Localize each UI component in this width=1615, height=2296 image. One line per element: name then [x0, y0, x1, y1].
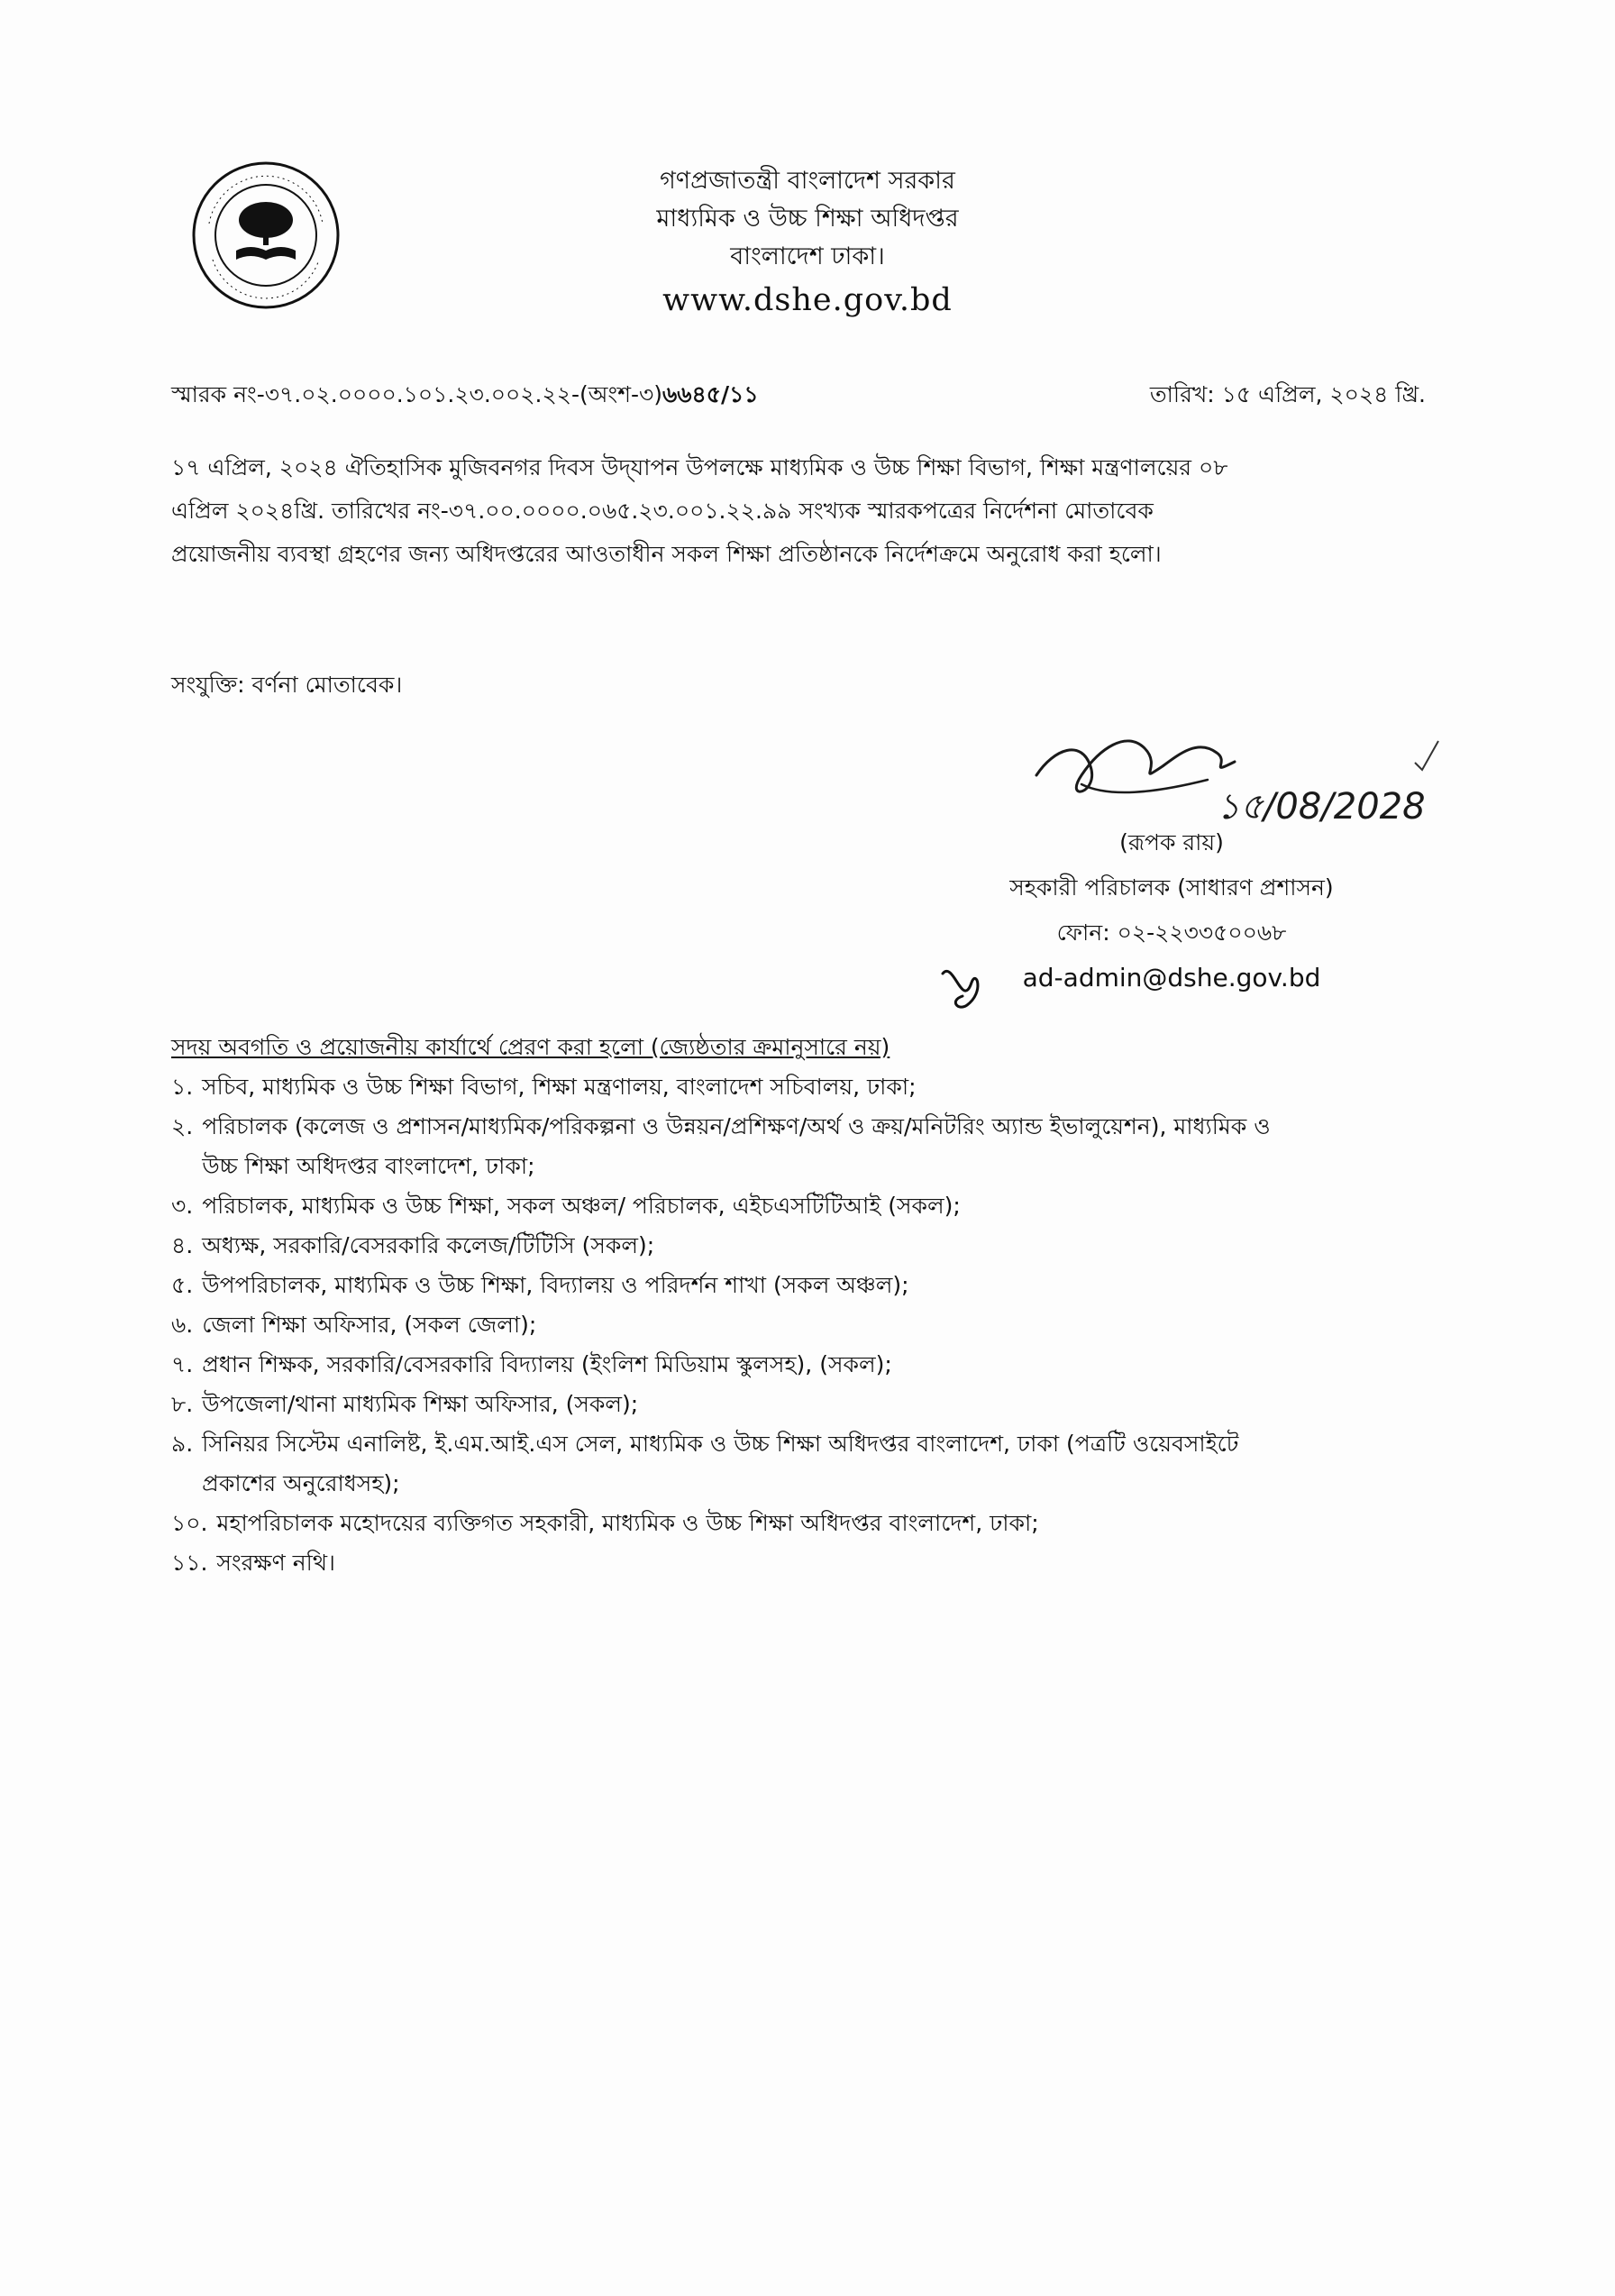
distribution-item-number: ৩.	[171, 1193, 194, 1219]
distribution-item	[171, 1543, 1451, 1583]
distribution-item-number: ৭.	[171, 1351, 194, 1377]
signatory-designation: সহকারী পরিচালক (সাধারণ প্রশাসন)	[1009, 874, 1334, 901]
memo-reference	[171, 377, 759, 416]
distribution-item	[171, 1424, 1451, 1504]
distribution-item-number: ২.	[171, 1113, 194, 1139]
signatory-name: (রূপক রায়)	[1119, 829, 1224, 855]
distribution-item-number: ৫.	[171, 1272, 194, 1298]
distribution-item-number: ৯.	[171, 1431, 194, 1457]
distribution-item-text	[202, 1226, 1451, 1266]
distribution-item	[171, 1504, 1451, 1543]
directorate-name: মাধ্যমিক ও উচ্চ শিক্ষা অধিদপ্তর	[656, 205, 959, 233]
distribution-item	[171, 1345, 1451, 1385]
distribution-item-line: মহাপরিচালক মহোদয়ের ব্যক্তিগত সহকারী, মাধ্যমিক ও উচ্চ শিক্ষা অধিদপ্তর বাংলাদেশ, ঢাকা;	[216, 1510, 1039, 1536]
distribution-item-text	[202, 1067, 1451, 1107]
govt-name: গণপ্রজাতন্ত্রী বাংলাদেশ সরকার	[660, 167, 955, 195]
distribution-item	[171, 1067, 1451, 1107]
distribution-item-line: সচিব, মাধ্যমিক ও উচ্চ শিক্ষা বিভাগ, শিক্ষা মন্ত্রণালয়, বাংলাদেশ সচিবালয়, ঢাকা;	[202, 1074, 917, 1100]
distribution-item	[171, 1107, 1451, 1186]
distribution-list	[171, 1028, 1451, 1583]
memo-ref-prefix: স্মারক নং-৩৭.০২.০০০০.১০১.২৩.০০২.২২-(অংশ-৩)	[171, 381, 663, 407]
distribution-item	[171, 1266, 1451, 1305]
distribution-item-number: ১১.	[171, 1550, 208, 1576]
attachment-note: সংযুক্তি: বর্ণনা মোতাবেক।	[171, 672, 403, 698]
memo-ref-number: ৬৬৪৫/১১	[662, 381, 759, 407]
letterhead	[505, 162, 1110, 321]
dshe-seal-logo	[191, 160, 341, 310]
distribution-item-number: ১০.	[171, 1510, 208, 1536]
distribution-item-line: পরিচালক (কলেজ ও প্রশাসন/মাধ্যমিক/পরিকল্পনা ও উন্নয়ন/প্রশিক্ষণ/অর্থ ও ক্রয়/মনিটরিং অ্যান্ড ইভালুয়েশন), মাধ্যমিক ও	[202, 1113, 1271, 1139]
distribution-item-line: প্রকাশের অনুরোধসহ);	[202, 1470, 400, 1496]
distribution-item-number: ৪.	[171, 1232, 194, 1258]
tick-mark	[1413, 737, 1440, 773]
distribution-item-line: উপজেলা/থানা মাধ্যমিক শিক্ষা অফিসার, (সকল);	[202, 1391, 639, 1417]
handwritten-date: ১৫/08/2028	[1217, 786, 1426, 828]
initial-signature	[935, 956, 990, 1019]
distribution-items	[171, 1067, 1451, 1583]
signatory-phone: ফোন: ০২-২২৩৩৫০০৬৮	[1056, 919, 1287, 946]
distribution-item-line: উপপরিচালক, মাধ্যমিক ও উচ্চ শিক্ষা, বিদ্যালয় ও পরিদর্শন শাখা (সকল অঞ্চল);	[202, 1272, 909, 1298]
distribution-item-line: জেলা শিক্ষা অফিসার, (সকল জেলা);	[202, 1312, 537, 1338]
handwritten-signature	[1027, 712, 1442, 829]
distribution-item-line: অধ্যক্ষ, সরকারি/বেসরকারি কলেজ/টিটিসি (সকল);	[202, 1232, 655, 1258]
distribution-item-text	[202, 1424, 1451, 1504]
distribution-item-text	[202, 1266, 1451, 1305]
memo-date: তারিখ: ১৫ এপ্রিল, ২০২৪ খ্রি.	[1149, 381, 1426, 407]
body-line: ১৭ এপ্রিল, ২০২৪ ঐতিহাসিক মুজিবনগর দিবস উদ্‌যাপন উপলক্ষে মাধ্যমিক ও উচ্চ শিক্ষা বিভাগ, শিক্ষা মন্ত্রণালয়ের ০৮	[171, 454, 1228, 480]
distribution-item-number: ৬.	[171, 1312, 194, 1338]
distribution-item-line: পরিচালক, মাধ্যমিক ও উচ্চ শিক্ষা, সকল অঞ্চল/ পরিচালক, এইচএসটিটিআই (সকল);	[202, 1193, 961, 1219]
location: বাংলাদেশ ঢাকা।	[730, 242, 885, 270]
website-url[interactable]: www.dshe.gov.bd	[662, 282, 953, 318]
distribution-item-text	[216, 1543, 1451, 1583]
distribution-item	[171, 1305, 1451, 1345]
distribution-item-text	[202, 1345, 1451, 1385]
distribution-item-text	[216, 1504, 1451, 1543]
distribution-item-number: ১.	[171, 1074, 194, 1100]
distribution-item-line: সংরক্ষণ নথি।	[216, 1550, 335, 1576]
distribution-item	[171, 1385, 1451, 1424]
distribution-item-text	[202, 1107, 1451, 1186]
distribution-item-text	[202, 1385, 1451, 1424]
distribution-item-line: প্রধান শিক্ষক, সরকারি/বেসরকারি বিদ্যালয় (ইংলিশ মিডিয়াম স্কুলসহ), (সকল);	[202, 1351, 892, 1377]
distribution-item-line: সিনিয়র সিস্টেম এনালিষ্ট, ই.এম.আই.এস সেল, মাধ্যমিক ও উচ্চ শিক্ষা অধিদপ্তর বাংলাদেশ, ঢাকা (পত্রটি ওয়েবসাইটে	[202, 1431, 1239, 1457]
body-line: প্রয়োজনীয় ব্যবস্থা গ্রহণের জন্য অধিদপ্তরের আওতাধীন সকল শিক্ষা প্রতিষ্ঠানকে নির্দেশক্রমে অনুরোধ করা হলো।	[171, 541, 1162, 567]
distribution-item	[171, 1186, 1451, 1226]
distribution-item	[171, 1226, 1451, 1266]
distribution-item-number: ৮.	[171, 1391, 194, 1417]
body-line: এপ্রিল ২০২৪খ্রি. তারিখের নং-৩৭.০০.০০০০.০৬৫.২৩.০০১.২২.৯৯ সংখ্যক স্মারকপত্রের নির্দেশনা মোতাবেক	[171, 498, 1154, 524]
signatory-email[interactable]: ad-admin@dshe.gov.bd	[1022, 963, 1321, 992]
distribution-item-text	[202, 1305, 1451, 1345]
body-paragraph	[171, 446, 1426, 576]
distribution-item-text	[202, 1186, 1451, 1226]
distribution-heading: সদয় অবগতি ও প্রয়োজনীয় কার্যার্থে প্রেরণ করা হলো (জ্যেষ্ঠতার ক্রমানুসারে নয়)	[171, 1034, 890, 1060]
distribution-item-line: উচ্চ শিক্ষা অধিদপ্তর বাংলাদেশ, ঢাকা;	[202, 1153, 535, 1179]
